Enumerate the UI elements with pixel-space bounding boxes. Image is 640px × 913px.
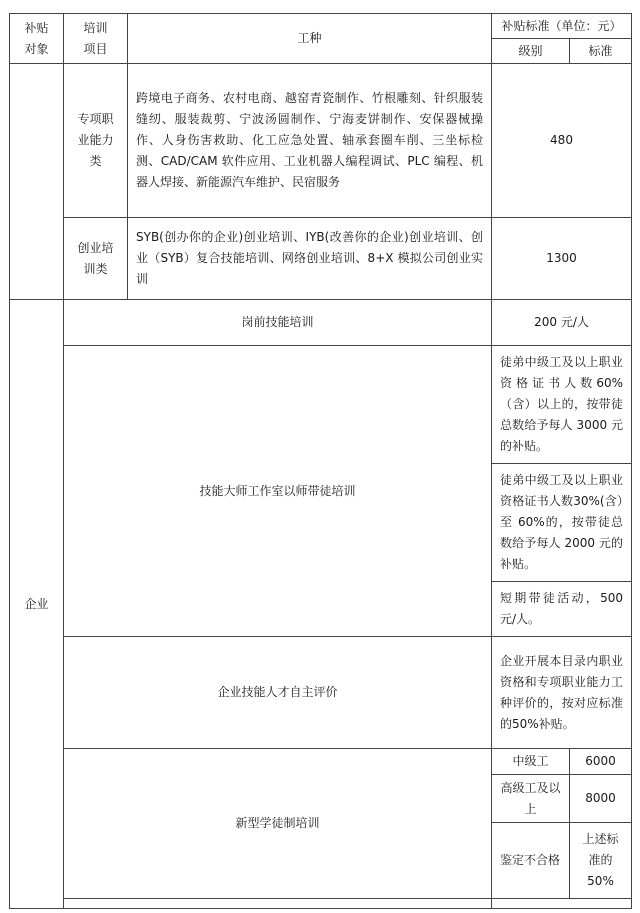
rule-master-studio-3: 短期带徒活动，500 元/人。 [492,582,632,637]
project-startup: 创业培训类 [64,218,128,300]
apprentice-level: 高级工及以上 [492,775,570,823]
row-master-studio-1 [10,346,632,464]
row-special-ability [10,64,632,218]
target-enterprise: 企业 [10,300,64,909]
apprentice-standard: 6000 [570,749,632,775]
row-bottom-spacer [10,899,632,909]
name-apprentice: 新型学徒制培训 [64,749,492,899]
apprentice-level: 中级工 [492,749,570,775]
name-pre-job: 岗前技能培训 [64,300,492,346]
types-startup: SYB(创办你的企业)创业培训、IYB(改善你的企业)创业培训、创业（SYB）复合技能培训、网络创业培训、8+X 模拟公司创业实训 [128,218,492,300]
amount-special-ability: 480 [492,64,632,218]
header-type: 工种 [128,14,492,64]
rule-self-eval: 企业开展本目录内职业资格和专项职业能力工种评价的，按对应标准的50%补贴。 [492,637,632,749]
types-special-ability: 跨境电子商务、农村电商、越窑青瓷制作、竹根雕刻、针织服装缝纫、服装裁剪、宁波汤圆制作、宁海麦饼制作、安保器械操作、人身伤害救助、化工应急处置、轴承套圈车削、三坐标检测、CAD/CAM 软件应用、工业机器人编程调试、PLC 编程、机器人焊接、新能源汽车维护、民宿服务 [128,64,492,218]
header-project: 培训 项目 [64,14,128,64]
row-startup [10,218,632,300]
row-self-eval [10,637,632,749]
apprentice-standard: 8000 [570,775,632,823]
row-pre-job [10,300,632,346]
name-master-studio: 技能大师工作室以师带徒培训 [64,346,492,637]
spacer-cell [64,899,492,909]
amount-startup: 1300 [492,218,632,300]
row-apprentice-1 [10,749,632,775]
rule-master-studio-2: 徒弟中级工及以上职业资格证书人数30%(含）至 60%的，按带徒总数给予每人 2000 元的补贴。 [492,464,632,582]
target-blank-cell [10,64,64,300]
apprentice-level: 鉴定不合格 [492,823,570,899]
apprentice-standard: 上述标准的50% [570,823,632,899]
amount-pre-job: 200 元/人 [492,300,632,346]
header-row-1 [10,14,632,39]
header-target: 补贴 对象 [10,14,64,64]
header-standard-unit: 补贴标准（单位：元） [492,14,632,39]
subsidy-table [9,13,632,909]
rule-master-studio-1: 徒弟中级工及以上职业资格证书人数60%（含）以上的，按带徒总数给予每人 3000 元的补贴。 [492,346,632,464]
name-self-eval: 企业技能人才自主评价 [64,637,492,749]
spacer-cell [492,899,632,909]
project-special-ability: 专项职业能力类 [64,64,128,218]
header-level: 级别 [492,39,570,64]
header-standard: 标准 [570,39,632,64]
